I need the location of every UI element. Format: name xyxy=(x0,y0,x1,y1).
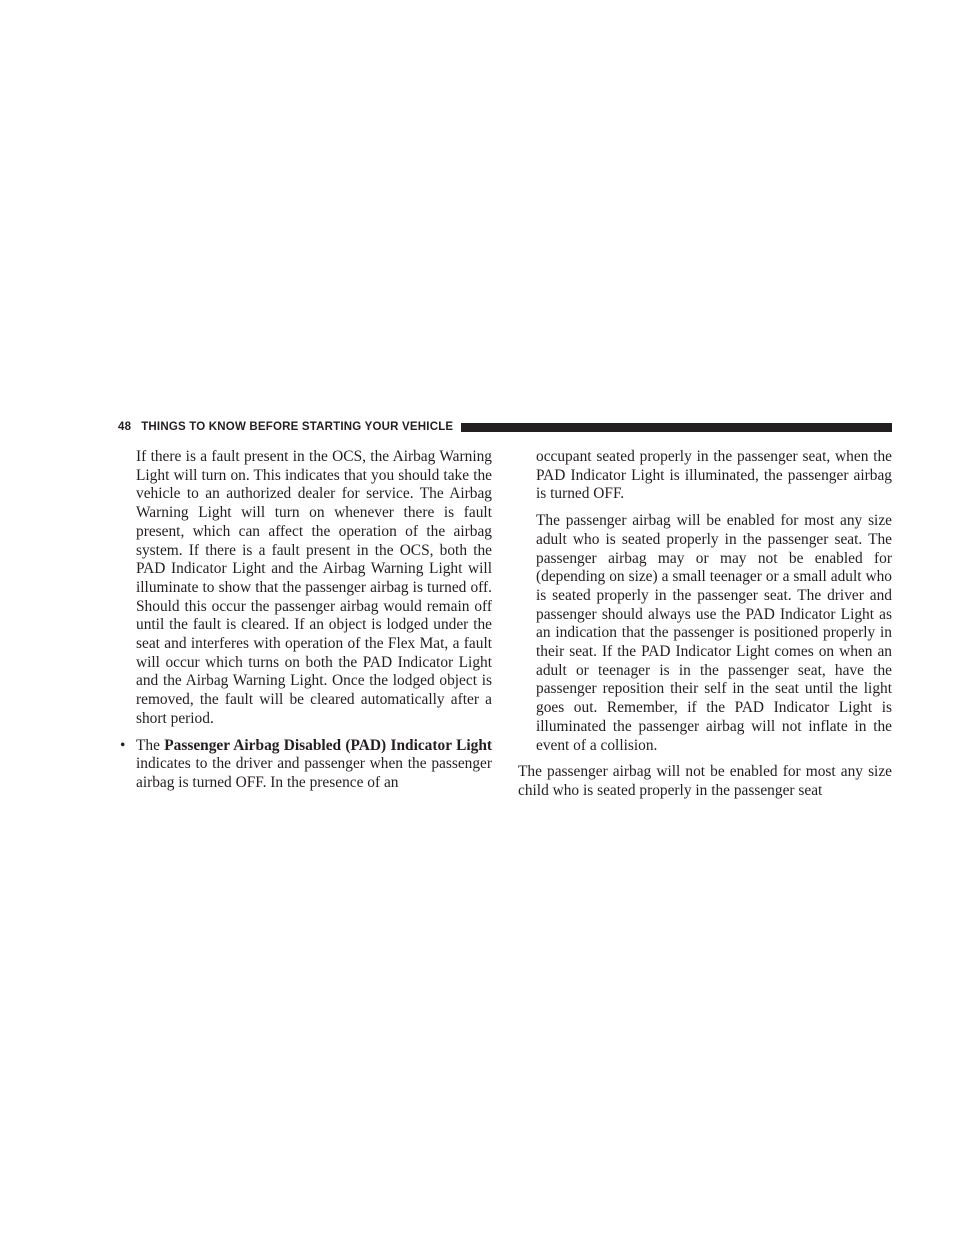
adult-enable-paragraph: The passenger airbag will be enabled for most any size adult who is seated properly in the passenger seat. The passenger airbag may or may not be enabled for (depending on size) a small teenager or a small adult who is seated properly in the passenger seat. The driver and passenger should always use the PAD Indicator Light as an indication that the passenger is positioned properly in their seat. If the PAD Indicator Light comes on when an adult or teenager is in the passenger seat, have the passenger reposition their self in the seat until the light goes out. Remember, if the PAD Indicator Light is illuminated the passenger airbag will not inflate in the event of a collision. xyxy=(536,512,892,754)
right-column xyxy=(518,448,892,801)
pad-indicator-bullet xyxy=(120,736,492,793)
continued-paragraph: occupant seated properly in the passenger seat, when the PAD Indicator Light is illuminated, the passenger airbag is turned OFF. xyxy=(536,448,892,503)
bullet-icon: • xyxy=(120,736,126,754)
section-title: THINGS TO KNOW BEFORE STARTING YOUR VEHICLE xyxy=(141,421,454,433)
child-disable-paragraph: The passenger airbag will not be enabled for most any size child who is seated properly in the passenger seat xyxy=(518,763,892,799)
bullet-text: indicates to the driver and passenger when the passenger airbag is turned OFF. In the presence of an xyxy=(136,755,492,791)
bullet-intro: The xyxy=(136,736,165,754)
page-header xyxy=(118,419,892,435)
pad-indicator-term: Passenger Airbag Disabled (PAD) Indicator Light xyxy=(164,736,492,754)
header-rule xyxy=(461,423,892,432)
page-number: 48 xyxy=(118,421,132,433)
left-column xyxy=(120,448,492,793)
ocs-fault-paragraph: If there is a fault present in the OCS, the Airbag Warning Light will turn on. This indicates that you should take the vehicle to an authorized dealer for service. The Airbag Warning Light will turn on whenever there is fault present, which can affect the operation of the airbag system. If there is a fault present in the OCS, both the PAD Indicator Light and the Airbag Warning Light will illuminate to show that the passenger airbag is turned off. Should this occur the passenger airbag would remain off until the fault is cleared. If an object is lodged under the seat and interferes with operation of the Flex Mat, a fault will occur which turns on both the PAD Indicator Light and the Airbag Warning Light. Once the lodged object is removed, the fault will be cleared automatically after a short period. xyxy=(136,448,492,727)
